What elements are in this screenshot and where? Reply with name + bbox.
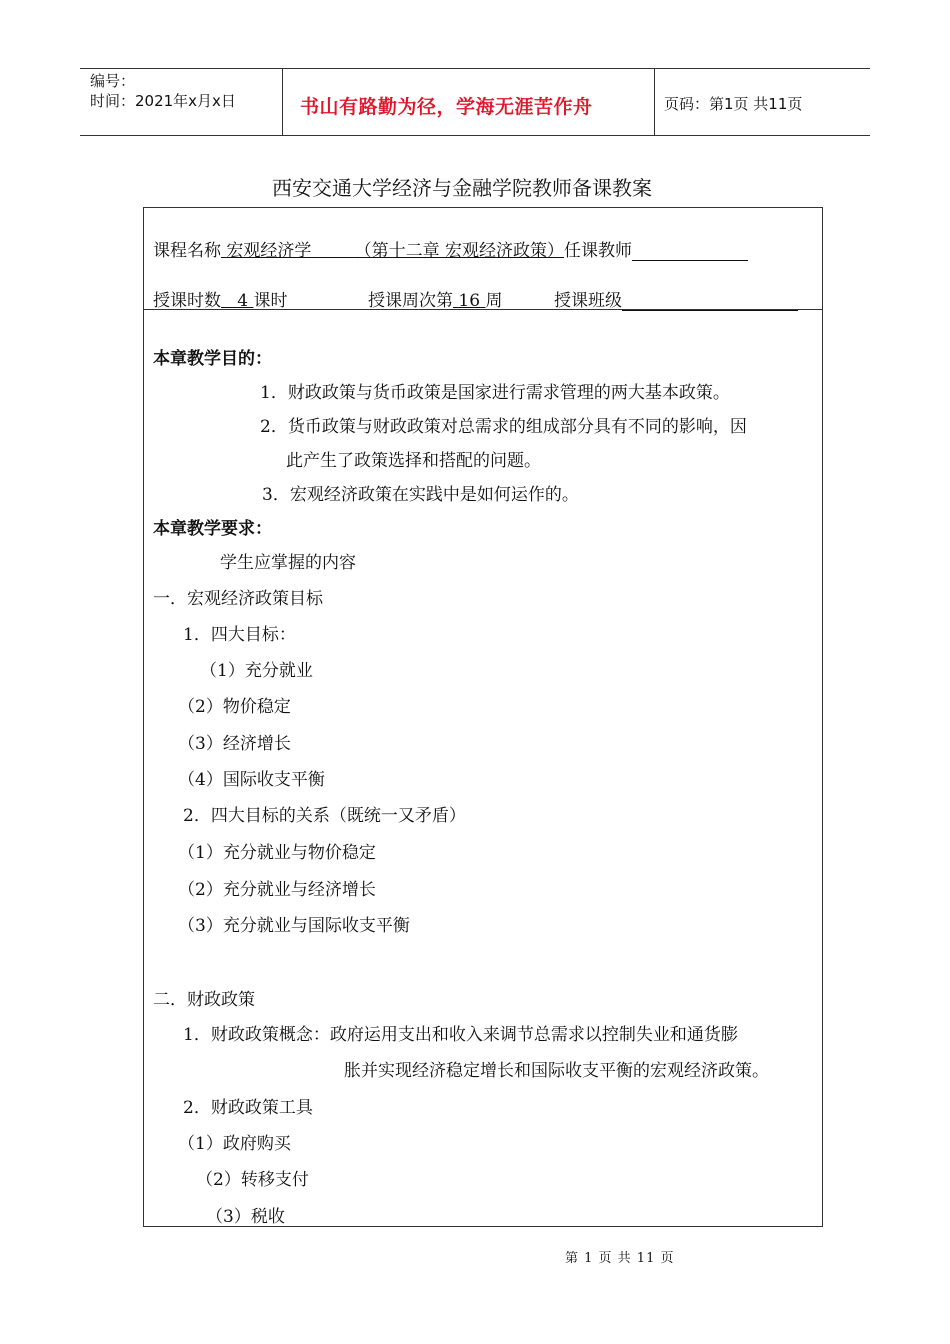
header-bottom-border <box>80 135 870 136</box>
hours-unit: 课时 <box>253 291 288 311</box>
teacher-label: 任课教师 <box>564 241 633 261</box>
class-blank <box>622 292 798 311</box>
class-field <box>554 286 798 311</box>
motto: 书山有路勤为径，学海无涯苦作舟 <box>300 96 593 118</box>
hours-label: 授课时数 <box>153 291 221 311</box>
s1-goal-1: （1）充分就业 <box>200 661 313 681</box>
s2-item-1: 1．财政政策概念：政府运用支出和收入来调节总需求以控制失业和通货膨 <box>183 1025 738 1045</box>
number-label: 编号： <box>90 72 136 90</box>
students-master-label: 学生应掌握的内容 <box>220 553 356 573</box>
s1-goal-4: （4）国际收支平衡 <box>178 770 325 790</box>
objective-1: 1．财政政策与货币政策是国家进行需求管理的两大基本政策。 <box>260 383 730 403</box>
header-top-border <box>80 68 870 69</box>
week-field <box>368 286 502 311</box>
course-name-value: 宏观经济学 （第十二章 宏观经济政策） <box>226 241 565 261</box>
page-info: 页码：第1页 共11页 <box>664 95 803 113</box>
s1-item-1: 1．四大目标： <box>183 625 296 645</box>
objective-3: 3．宏观经济政策在实践中是如何运作的。 <box>262 485 579 505</box>
requirements-heading: 本章教学要求： <box>153 519 272 539</box>
s2-tool-2: （2）转移支付 <box>196 1170 309 1190</box>
header-divider-right <box>654 68 655 135</box>
course-name-label: 课程名称 <box>153 241 221 261</box>
s2-item-2: 2．财政政策工具 <box>183 1098 313 1118</box>
document-title: 西安交通大学经济与金融学院教师备课教案 <box>272 176 652 200</box>
course-info-row-2 <box>153 286 287 311</box>
week-value: 16 <box>458 291 481 311</box>
section-2-heading: 二．财政政策 <box>153 990 255 1010</box>
s1-relation-1: （1）充分就业与物价稳定 <box>178 843 376 863</box>
section-1-heading: 一．宏观经济政策目标 <box>153 589 323 609</box>
s1-relation-3: （3）充分就业与国际收支平衡 <box>178 916 410 936</box>
time-label: 时间：2021年x月x日 <box>90 92 236 110</box>
s1-relation-2: （2）充分就业与经济增长 <box>178 880 376 900</box>
page-footer: 第 1 页 共 11 页 <box>565 1251 675 1266</box>
s1-item-2: 2．四大目标的关系（既统一又矛盾） <box>183 806 466 826</box>
s2-tool-3: （3）税收 <box>206 1207 285 1227</box>
teacher-blank <box>632 242 748 261</box>
course-info-row-1 <box>153 236 748 261</box>
objective-2-continued: 此产生了政策选择和搭配的问题。 <box>286 451 541 471</box>
week-unit: 周 <box>485 291 503 311</box>
header-divider-left <box>282 68 283 135</box>
objectives-heading: 本章教学目的： <box>153 349 272 369</box>
week-label: 授课周次第 <box>368 291 453 311</box>
hours-value: 4 <box>237 291 249 311</box>
s2-item-1-continued: 胀并实现经济稳定增长和国际收支平衡的宏观经济政策。 <box>344 1061 769 1081</box>
chapter-value: （第十二章 宏观经济政策） <box>354 241 565 261</box>
class-label: 授课班级 <box>554 291 622 311</box>
objective-2: 2．货币政策与财政政策对总需求的组成部分具有不同的影响，因 <box>260 417 747 437</box>
s1-goal-2: （2）物价稳定 <box>178 697 291 717</box>
s2-tool-1: （1）政府购买 <box>178 1134 291 1154</box>
s1-goal-3: （3）经济增长 <box>178 734 291 754</box>
